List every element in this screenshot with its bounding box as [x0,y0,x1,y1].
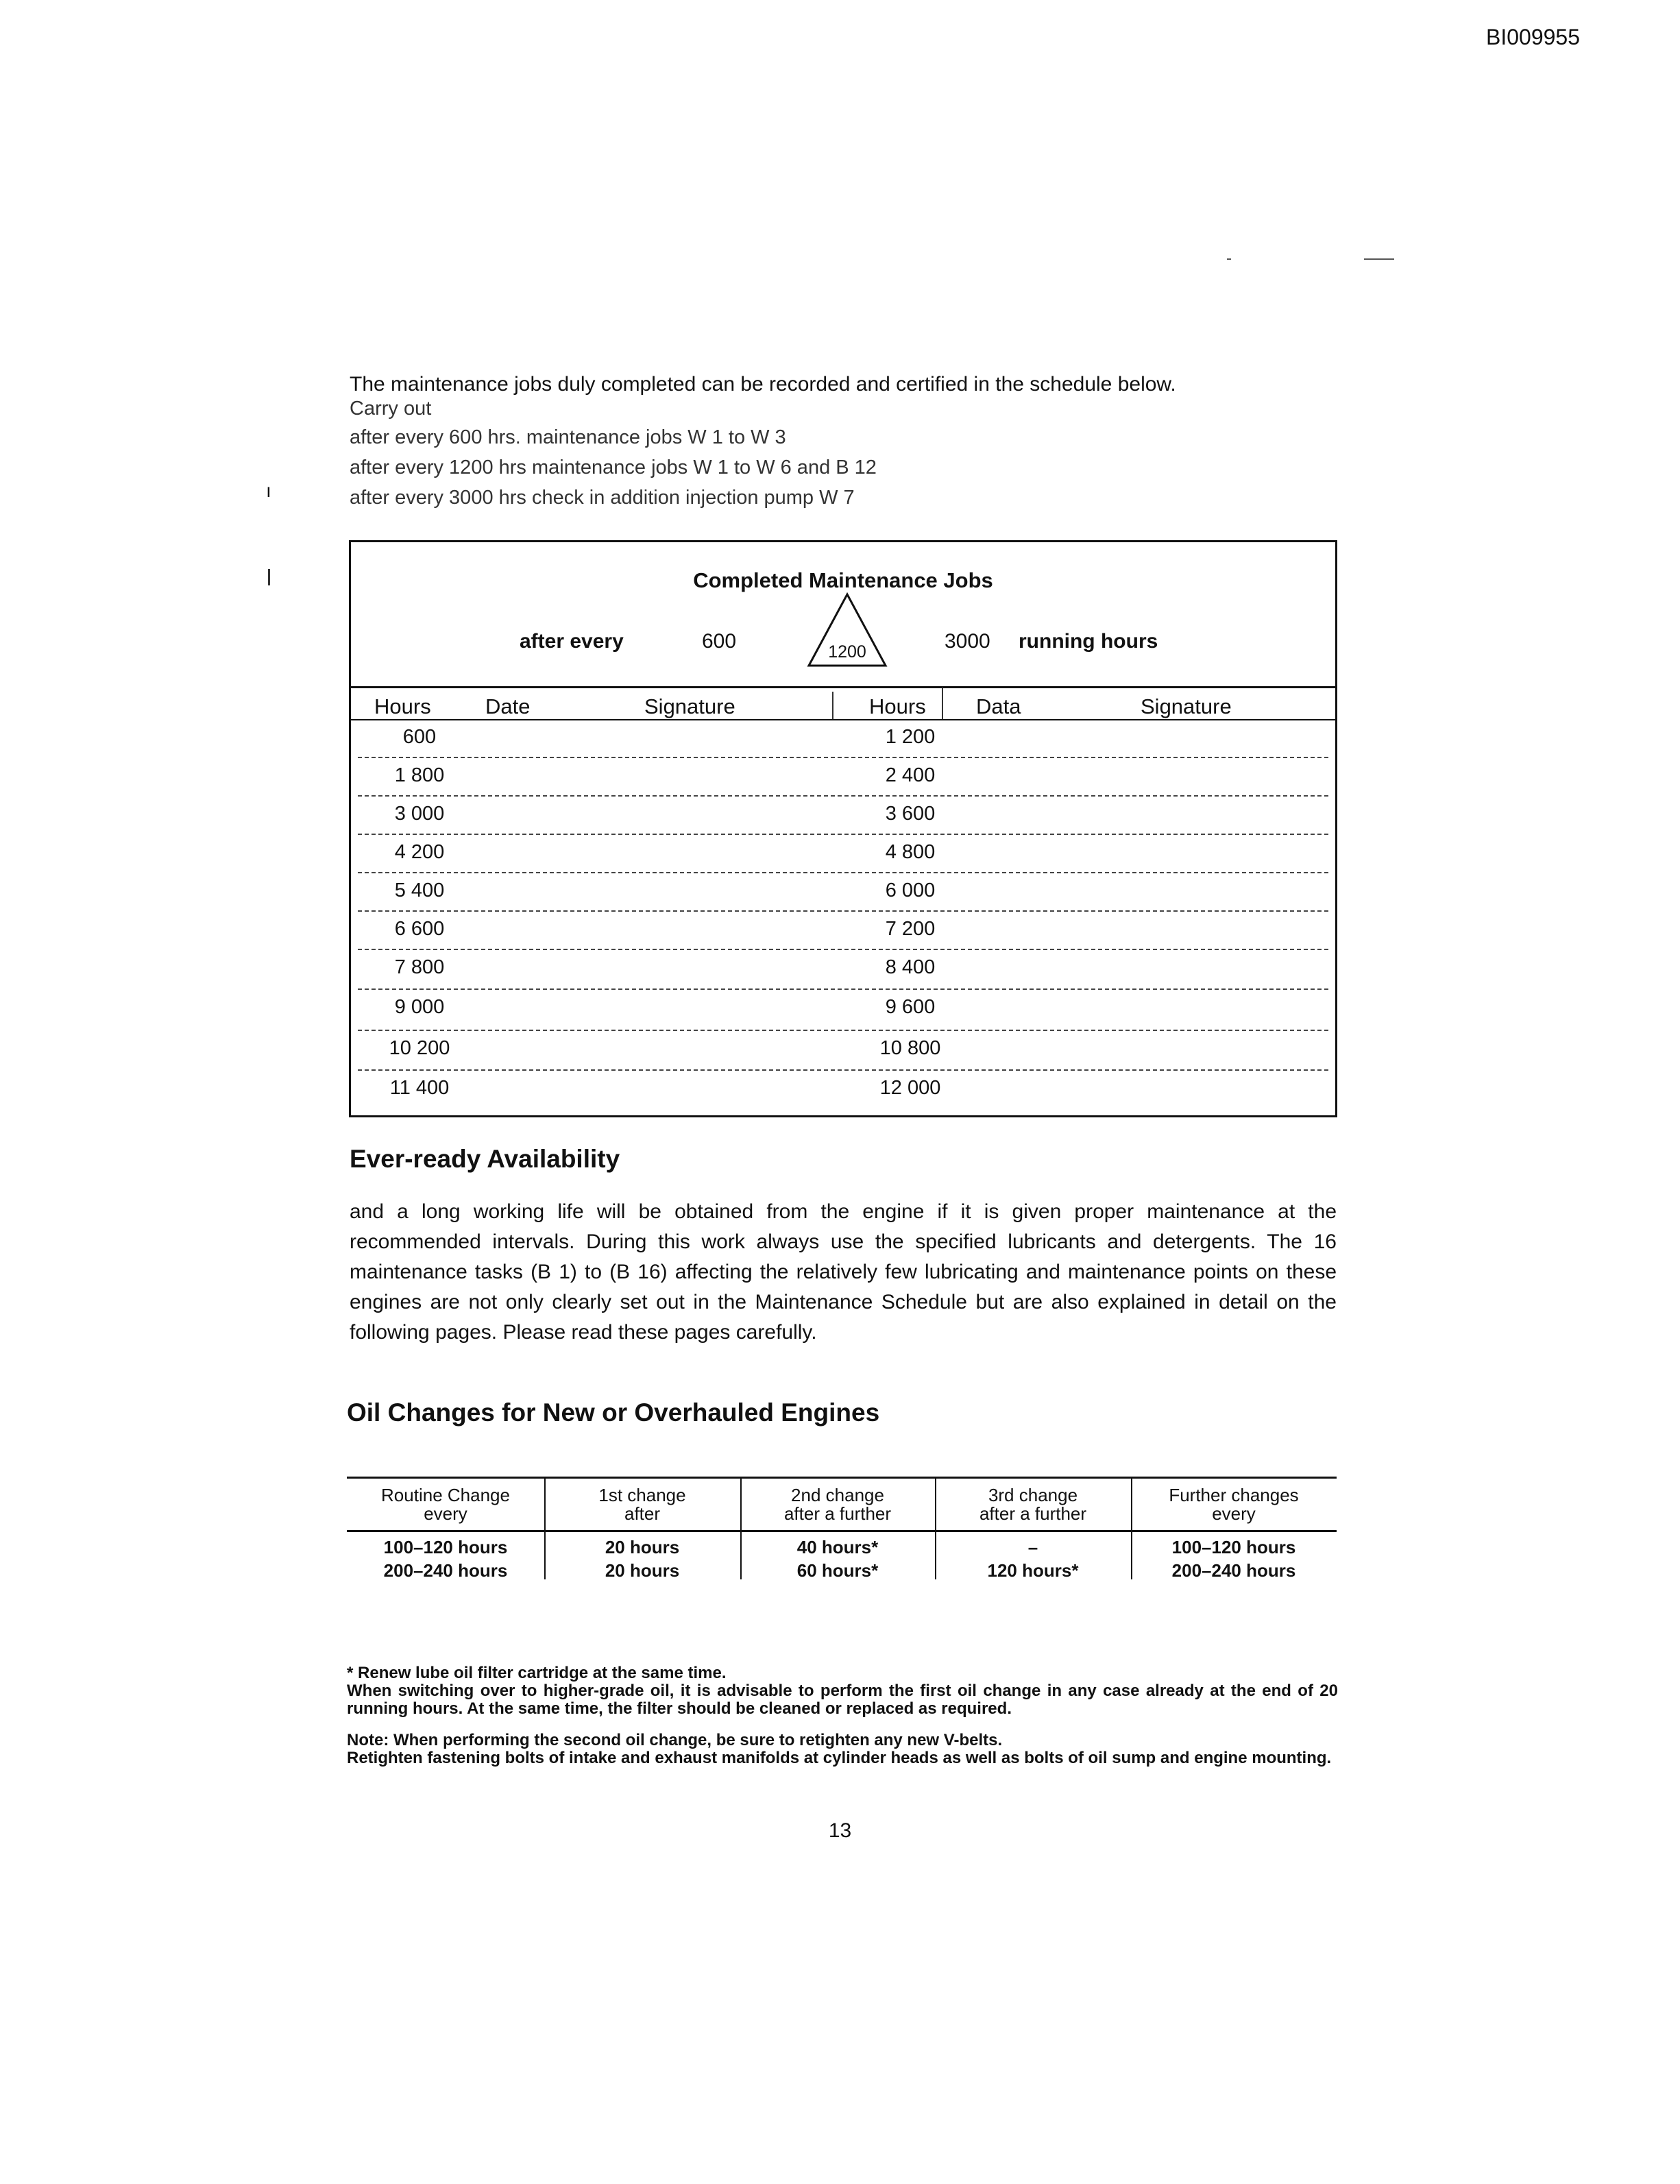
col-signature-right: Signature [1141,694,1232,718]
right-hours-cell: 6 000 [885,879,936,901]
table-cell: 20 hours [605,1560,680,1581]
right-hours-cell: 1 200 [885,726,936,748]
intro-1200-jobs: after every 1200 hrs maintenance jobs W 1 to W 6 and B 12 [350,457,877,478]
table-cell: 40 hours* [796,1537,879,1557]
table-cell: 200–240 hours [383,1560,508,1581]
row-rule [358,988,1328,991]
table-cell: 120 hours* [987,1560,1079,1581]
col-hours: Hours [374,694,431,718]
left-hours-cell: 7 800 [394,956,445,978]
header-second-change: 2nd change after a further [783,1485,892,1524]
left-hours-cell: 10 200 [389,1037,450,1059]
schedule-title: Completed Maintenance Jobs [693,568,993,592]
left-hours-cell: 600 [402,726,437,748]
availability-heading: Ever-ready Availability [350,1145,620,1173]
right-hours-cell: 12 000 [879,1077,941,1099]
intro-3000-jobs: after every 3000 hrs check in addition injection pump W 7 [350,487,855,509]
intro-600-jobs: after every 600 hrs. maintenance jobs W 1 to W 3 [350,426,786,448]
row-rule [358,834,1328,836]
interval-3000: 3000 [945,630,990,653]
col-signature: Signature [644,694,735,718]
footnote-switching: When switching over to higher-grade oil, it is advisable to perform the first oil change in any case already at the end of 20 running hours. At the same time, the filter should be cleaned or replaced as required. [347,1682,1338,1718]
table-cell: 60 hours* [796,1560,879,1581]
row-rule [358,910,1328,912]
intro-carry-out: Carry out [350,398,432,420]
right-hours-cell: 3 600 [885,803,936,825]
footnote-renew: * Renew lube oil filter cartridge at the same time. [347,1664,727,1682]
row-rule [358,1030,1328,1032]
header-first-change: 1st change after [598,1485,686,1524]
footnote-note: Note: When performing the second oil change, be sure to retighten any new V-belts. [347,1731,1003,1749]
right-hours-cell: 7 200 [885,918,936,940]
table-cell: – [1027,1537,1038,1557]
col-data: Data [976,694,1021,718]
column-header-rule [351,719,1335,720]
col-hours-right: Hours [869,694,926,718]
after-every-label: after every [520,630,624,653]
table-cell: 200–240 hours [1171,1560,1296,1581]
right-hours-cell: 2 400 [885,764,936,786]
table-header-rule [347,1530,1337,1532]
document-id: BI009955 [1485,25,1580,49]
right-hours-cell: 10 800 [879,1037,941,1059]
scan-mark [1364,258,1394,260]
col-separator [832,692,833,719]
row-rule [358,949,1328,951]
maintenance-schedule [349,540,1337,1117]
left-hours-cell: 5 400 [394,879,445,901]
table-cell: 100–120 hours [383,1537,508,1557]
table-cell: 100–120 hours [1171,1537,1296,1557]
col-date: Date [485,694,531,718]
header-routine-change: Routine Change every [381,1485,510,1524]
left-hours-cell: 11 400 [389,1077,450,1099]
right-hours-cell: 4 800 [885,841,936,863]
table-cell: 20 hours [605,1537,680,1557]
left-hours-cell: 3 000 [394,803,445,825]
header-further-changes: Further changes every [1169,1485,1299,1524]
left-hours-cell: 1 800 [394,764,445,786]
row-rule [358,795,1328,797]
schedule-divider [351,686,1335,688]
interval-600: 600 [702,630,737,653]
scan-mark [268,569,270,585]
left-hours-cell: 9 000 [394,996,445,1018]
oil-changes-heading: Oil Changes for New or Overhauled Engines [347,1398,880,1427]
scan-mark: ı [266,480,271,501]
page-number: 13 [828,1819,852,1842]
left-hours-cell: 6 600 [394,918,445,940]
scan-mark [1227,258,1231,260]
footnote-retighten: Retighten fastening bolts of intake and exhaust manifolds at cylinder heads as well as bolts of oil sump and engine mounting. [347,1749,1332,1767]
intro-text: The maintenance jobs duly completed can be recorded and certified in the schedule below. [350,373,1176,396]
row-rule [358,872,1328,874]
availability-paragraph: and a long working life will be obtained from the engine if it is given proper maintenance at the recommended intervals. During this work always use the specified lubricants and detergents. The 16 maintenance tasks (B 1) to (B 16) affecting the relatively few lubricating and maintenance points on these engines are not only clearly set out in the Maintenance Schedule but are also explained in detail on the following pages. Please read these pages carefully. [350,1200,1337,1344]
interval-1200: 1200 [828,642,866,662]
left-hours-cell: 4 200 [394,841,445,863]
row-rule [358,1069,1328,1071]
col-separator [942,688,943,719]
row-rule [358,757,1328,759]
right-hours-cell: 8 400 [885,956,936,978]
right-hours-cell: 9 600 [885,996,936,1018]
table-top-rule [347,1477,1337,1479]
header-third-change: 3rd change after a further [979,1485,1087,1524]
running-hours-label: running hours [1019,630,1158,653]
